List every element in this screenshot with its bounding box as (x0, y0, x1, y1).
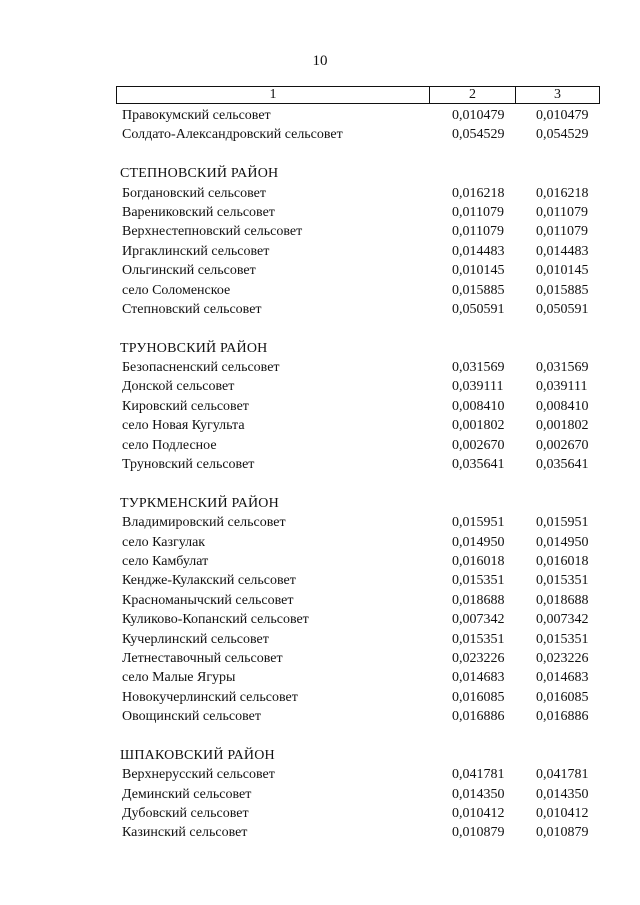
row-name: Красноманычский сельсовет (122, 592, 294, 608)
row-value-col3: 0,023226 (536, 650, 589, 666)
table-row (118, 184, 600, 203)
row-value-col3: 0,014683 (536, 670, 589, 686)
table-row (118, 222, 600, 241)
table-row (118, 688, 600, 707)
column-header-2: 2 (430, 87, 516, 103)
row-value-col2: 0,011079 (452, 224, 504, 240)
row-value-col2: 0,010879 (452, 825, 505, 841)
row-value-col3: 0,008410 (536, 398, 589, 414)
row-name: Безопасненский сельсовет (122, 360, 280, 376)
column-header-1: 1 (117, 87, 430, 103)
row-name: село Соломенское (122, 282, 231, 298)
row-value-col3: 0,016886 (536, 709, 589, 725)
row-name: Богдановский сельсовет (122, 185, 266, 201)
section-heading: ШПАКОВСКИЙ РАЙОН (120, 747, 275, 763)
row-value-col3: 0,010879 (536, 825, 589, 841)
row-value-col2: 0,008410 (452, 398, 505, 414)
row-name: Новокучерлинский сельсовет (122, 689, 298, 705)
table-row (118, 610, 600, 629)
table-row (118, 552, 600, 571)
row-value-col3: 0,015351 (536, 631, 589, 647)
table-row (118, 591, 600, 610)
row-value-col3: 0,011079 (536, 224, 588, 240)
row-value-col2: 0,015351 (452, 573, 505, 589)
row-value-col3: 0,016018 (536, 553, 589, 569)
row-value-col2: 0,039111 (452, 379, 504, 395)
row-value-col2: 0,014350 (452, 786, 505, 802)
row-value-col2: 0,010145 (452, 263, 505, 279)
row-name: Летнеставочный сельсовет (122, 650, 283, 666)
row-name: село Подлесное (122, 437, 217, 453)
row-name: Степновский сельсовет (122, 301, 262, 317)
row-value-col3: 0,007342 (536, 612, 589, 628)
row-value-col2: 0,041781 (452, 767, 505, 783)
table-row (118, 707, 600, 726)
row-value-col3: 0,039111 (536, 379, 588, 395)
row-value-col2: 0,010479 (452, 108, 505, 123)
row-value-col3: 0,035641 (536, 457, 589, 473)
row-name: Донской сельсовет (122, 379, 235, 395)
row-name: Верхнестепновский сельсовет (122, 224, 303, 240)
table-row (118, 261, 600, 280)
row-name: Верхнерусский сельсовет (122, 767, 275, 783)
table-header (116, 86, 600, 104)
section-heading: ТРУНОВСКИЙ РАЙОН (120, 340, 268, 356)
table-row (118, 377, 600, 396)
row-value-col3: 0,010412 (536, 806, 589, 822)
row-value-col2: 0,015951 (452, 515, 505, 531)
table-body (118, 106, 600, 843)
row-value-col2: 0,054529 (452, 127, 505, 143)
row-value-col2: 0,007342 (452, 612, 505, 628)
row-name: Деминский сельсовет (122, 786, 252, 802)
row-value-col3: 0,014350 (536, 786, 589, 802)
row-value-col2: 0,035641 (452, 457, 505, 473)
row-name: Кировский сельсовет (122, 398, 249, 414)
section-heading: ТУРКМЕНСКИЙ РАЙОН (120, 495, 279, 511)
row-value-col2: 0,018688 (452, 592, 505, 608)
row-value-col3: 0,010479 (536, 108, 589, 123)
row-value-col3: 0,054529 (536, 127, 589, 143)
row-value-col2: 0,016886 (452, 709, 505, 725)
table-row (118, 397, 600, 416)
row-value-col3: 0,016085 (536, 689, 589, 705)
row-value-col2: 0,014483 (452, 243, 505, 259)
row-value-col3: 0,002670 (536, 437, 589, 453)
row-name: Владимировский сельсовет (122, 515, 286, 531)
row-value-col3: 0,050591 (536, 301, 589, 317)
row-value-col2: 0,014950 (452, 534, 505, 550)
row-name: село Малые Ягуры (122, 670, 236, 686)
row-value-col3: 0,011079 (536, 204, 588, 220)
row-value-col2: 0,002670 (452, 437, 505, 453)
row-value-col2: 0,050591 (452, 301, 505, 317)
row-name: Правокумский сельсовет (122, 108, 271, 123)
row-name: село Казгулак (122, 534, 206, 550)
row-value-col3: 0,015351 (536, 573, 589, 589)
row-value-col3: 0,015885 (536, 282, 589, 298)
row-value-col2: 0,010412 (452, 806, 505, 822)
row-value-col3: 0,014483 (536, 243, 589, 259)
row-value-col2: 0,016018 (452, 553, 505, 569)
row-value-col3: 0,015951 (536, 515, 589, 531)
row-value-col2: 0,001802 (452, 418, 505, 434)
row-name: Иргаклинский сельсовет (122, 243, 270, 259)
section-spacer (118, 474, 600, 493)
row-value-col3: 0,016218 (536, 185, 589, 201)
row-value-col2: 0,011079 (452, 204, 504, 220)
row-value-col2: 0,023226 (452, 650, 505, 666)
row-name: Дубовский сельсовет (122, 806, 249, 822)
row-value-col2: 0,016085 (452, 689, 505, 705)
row-name: село Камбулат (122, 553, 209, 569)
row-name: Солдато-Александровский сельсовет (122, 127, 343, 143)
row-name: Казинский сельсовет (122, 825, 248, 841)
row-value-col3: 0,001802 (536, 418, 589, 434)
table-row (118, 106, 600, 125)
table-row (118, 649, 600, 668)
table-row (118, 358, 600, 377)
row-name: Кендже-Кулакский сельсовет (122, 573, 296, 589)
column-header-3: 3 (554, 87, 561, 102)
page-number: 10 (312, 53, 328, 69)
table-row (118, 281, 600, 300)
row-value-col3: 0,014950 (536, 534, 589, 550)
table-row (118, 668, 600, 687)
table-row (118, 823, 600, 842)
section-heading: СТЕПНОВСКИЙ РАЙОН (120, 166, 279, 182)
table-row (118, 765, 600, 784)
section-spacer (118, 319, 600, 338)
row-name: Варениковский сельсовет (122, 204, 275, 220)
row-value-col3: 0,041781 (536, 767, 589, 783)
table-row (118, 533, 600, 552)
row-name: Труновский сельсовет (122, 457, 255, 473)
table-row (118, 455, 600, 474)
row-value-col2: 0,016218 (452, 185, 505, 201)
section-spacer (118, 145, 600, 164)
row-value-col3: 0,010145 (536, 263, 589, 279)
row-name: Куликово-Копанский сельсовет (122, 612, 309, 628)
table-row (118, 300, 600, 319)
row-value-col2: 0,015885 (452, 282, 505, 298)
section-spacer (118, 727, 600, 746)
row-value-col2: 0,031569 (452, 360, 505, 376)
table-row (118, 571, 600, 590)
table-row (118, 125, 600, 144)
row-value-col2: 0,015351 (452, 631, 505, 647)
row-value-col2: 0,014683 (452, 670, 505, 686)
row-value-col3: 0,031569 (536, 360, 589, 376)
table-row (118, 513, 600, 532)
table-row (118, 416, 600, 435)
table-row (118, 630, 600, 649)
row-name: Кучерлинский сельсовет (122, 631, 269, 647)
table-row (118, 203, 600, 222)
table-row (118, 436, 600, 455)
row-name: село Новая Кугульта (122, 418, 245, 434)
row-value-col3: 0,018688 (536, 592, 589, 608)
table-row (118, 785, 600, 804)
table-row (118, 242, 600, 261)
table-row (118, 804, 600, 823)
row-name: Ольгинский сельсовет (122, 263, 256, 279)
row-name: Овощинский сельсовет (122, 709, 261, 725)
